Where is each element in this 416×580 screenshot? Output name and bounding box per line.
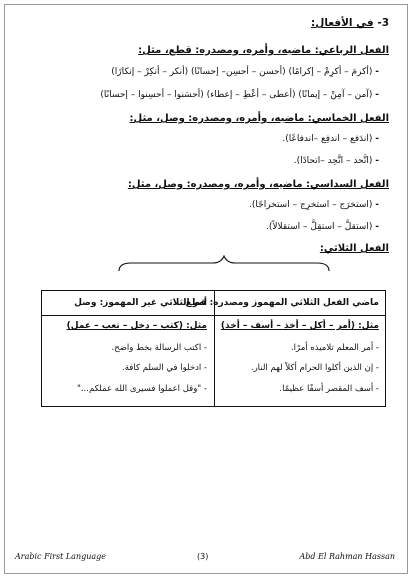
quinquiliteral-example-2: - (اتَّحد – اتَّحِد –اتحادًا). [293, 156, 379, 166]
curly-brace-divider [117, 255, 331, 273]
section-number: 3- [377, 17, 389, 29]
hamzated-example-head: مثل: (أمر – أكل – أخذ – أسف – أخذ) [220, 321, 379, 331]
trilateral-heading: الفعل الثلاثي: [319, 243, 389, 254]
sextiliteral-example-1: - (استخرَج – استخرِج – استخراجًا). [249, 200, 379, 210]
document-page [4, 4, 408, 574]
quinquiliteral-heading: الفعل الخماسي: ماضيه، وأمره، ومصدره: وصل، مثل: [129, 113, 389, 124]
non-hamzated-example-head: مثل: (كتب – دخل – تعب – عمل) [66, 321, 207, 331]
section-title-text: في الأفعال: [311, 17, 374, 29]
non-hamzated-item-3: - "وقل اعملوا فسيرى الله عملكم..." [76, 384, 207, 394]
sextiliteral-example-2: - (استقلَّ – استقِلَّ – استقلالاً). [265, 222, 379, 232]
hamzated-item-1: - أمر المعلم تلاميذه أمرًا. [290, 343, 379, 353]
section-title [23, 17, 389, 29]
non-hamzated-item-1: - اكتب الرسالة بخط واضح. [111, 343, 207, 353]
quinquiliteral-example-1: - (اندَفع – اندفِع –اندفاعًا). [282, 134, 379, 144]
hamzated-item-2: - إن الذين أكلوا الحرام أكلاً لهم النار. [250, 363, 379, 373]
page-number: (3) [197, 552, 209, 561]
quadrilateral-heading: الفعل الرباعي: ماضيه، وأمره، ومصدره: قطع، مثل: [138, 45, 389, 56]
table-column-divider [214, 291, 215, 406]
footer-author: Abd El Rahman Hassan [299, 552, 395, 561]
table-header-hamzated: ماضي الفعل الثلاثي المهموز ومصدره: قطع [185, 298, 379, 308]
trilateral-table [41, 290, 386, 407]
quadrilateral-example-1: - (أكرمَ – أكرِمْ – إكرامًا) (أحسن – أحسِن– إحسانًا) (أنكر – أنكِرْ – إنكارًا) [111, 67, 379, 77]
quadrilateral-example-2: - (آمن – آمِنْ – إيمانًا) (أعطى – أعْطِ – إعطاء) (أحسَنوا – أحسِنوا – إحسانًا) [100, 90, 379, 100]
table-header-non-hamzated: أمر الثلاثي غير المهموز: وصل [74, 298, 207, 308]
footer-subject: Arabic First Language [15, 552, 107, 561]
sextiliteral-heading: الفعل السداسي: ماضيه، وأمره، ومصدره: وصل، مثل: [127, 179, 389, 190]
non-hamzated-item-2: - ادخلوا في السلم كافة. [122, 363, 207, 373]
table-header-divider [42, 315, 385, 316]
hamzated-item-3: - أسف المقصر أسفًا عظيمًا. [279, 384, 379, 394]
